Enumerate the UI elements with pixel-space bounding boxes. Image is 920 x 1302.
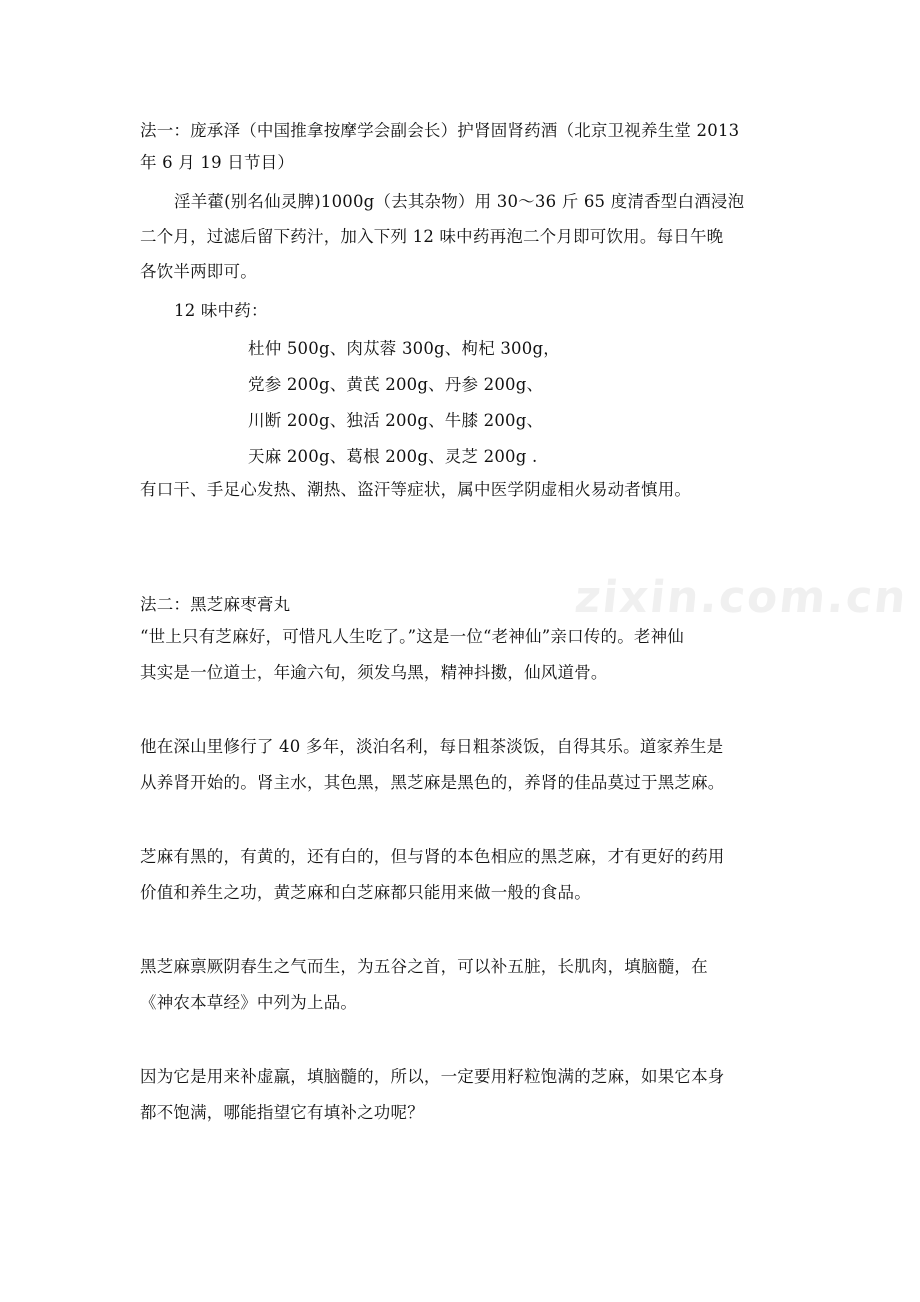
method2-p5-line1: 因为它是用来补虚羸，填脑髓的，所以，一定要用籽粒饱满的芝麻，如果它本身 [140,1067,725,1086]
method1-para-line2: 二个月，过滤后留下药汁，加入下列 12 味中药再泡二个月即可饮用。每日午晚 [140,227,724,246]
method2-p4-line2: 《神农本草经》中列为上品。 [140,993,358,1012]
method2-p2-line1: 他在深山里修行了 40 多年，淡泊名利，每日粗茶淡饭，自得其乐。道家养生是 [140,737,724,756]
herb-line: 党参 200g、黄芪 200g、丹参 200g、 [248,375,544,394]
method1-title-line2: 年 6 月 19 日节目） [140,153,295,172]
method1-title-line1: 法一：庞承泽（中国推拿按摩学会副会长）护肾固肾药酒（北京卫视养生堂 2013 [140,121,740,140]
method2-p3-line1: 芝麻有黑的，有黄的，还有白的，但与肾的本色相应的黑芝麻，才有更好的药用 [140,847,725,866]
method1-para-line1: 淫羊藿(别名仙灵脾)1000g（去其杂物）用 30～36 斤 65 度清香型白酒浸泡 [174,192,745,211]
caution-note: 有口干、手足心发热、潮热、盗汗等症状，属中医学阴虚相火易动者慎用。 [140,480,692,499]
herb-line: 天麻 200g、葛根 200g、灵芝 200g . [248,447,538,466]
herb-line: 杜仲 500g、肉苁蓉 300g、枸杞 300g， [248,339,560,358]
herbs-heading: 12 味中药： [174,301,268,320]
method2-p3-line2: 价值和养生之功，黄芝麻和白芝麻都只能用来做一般的食品。 [140,883,591,902]
method2-p1-line2: 其实是一位道士，年逾六旬，须发乌黑，精神抖擞，仙风道骨。 [140,663,608,682]
method1-para-line3: 各饮半两即可。 [140,262,257,281]
watermark: zixin.com.cn [572,572,911,623]
herb-line: 川断 200g、独活 200g、牛膝 200g、 [248,411,544,430]
method2-p4-line1: 黑芝麻禀厥阴春生之气而生，为五谷之首，可以补五脏，长肌肉，填脑髓，在 [140,957,708,976]
method2-p1-line1: “世上只有芝麻好，可惜凡人生吃了。”这是一位“老神仙”亲口传的。老神仙 [140,627,684,646]
method2-p2-line2: 从养肾开始的。肾主水，其色黑，黑芝麻是黑色的，养肾的佳品莫过于黑芝麻。 [140,773,725,792]
method2-title: 法二：黑芝麻枣膏丸 [140,595,291,614]
method2-p5-line2: 都不饱满，哪能指望它有填补之功呢？ [140,1103,424,1122]
